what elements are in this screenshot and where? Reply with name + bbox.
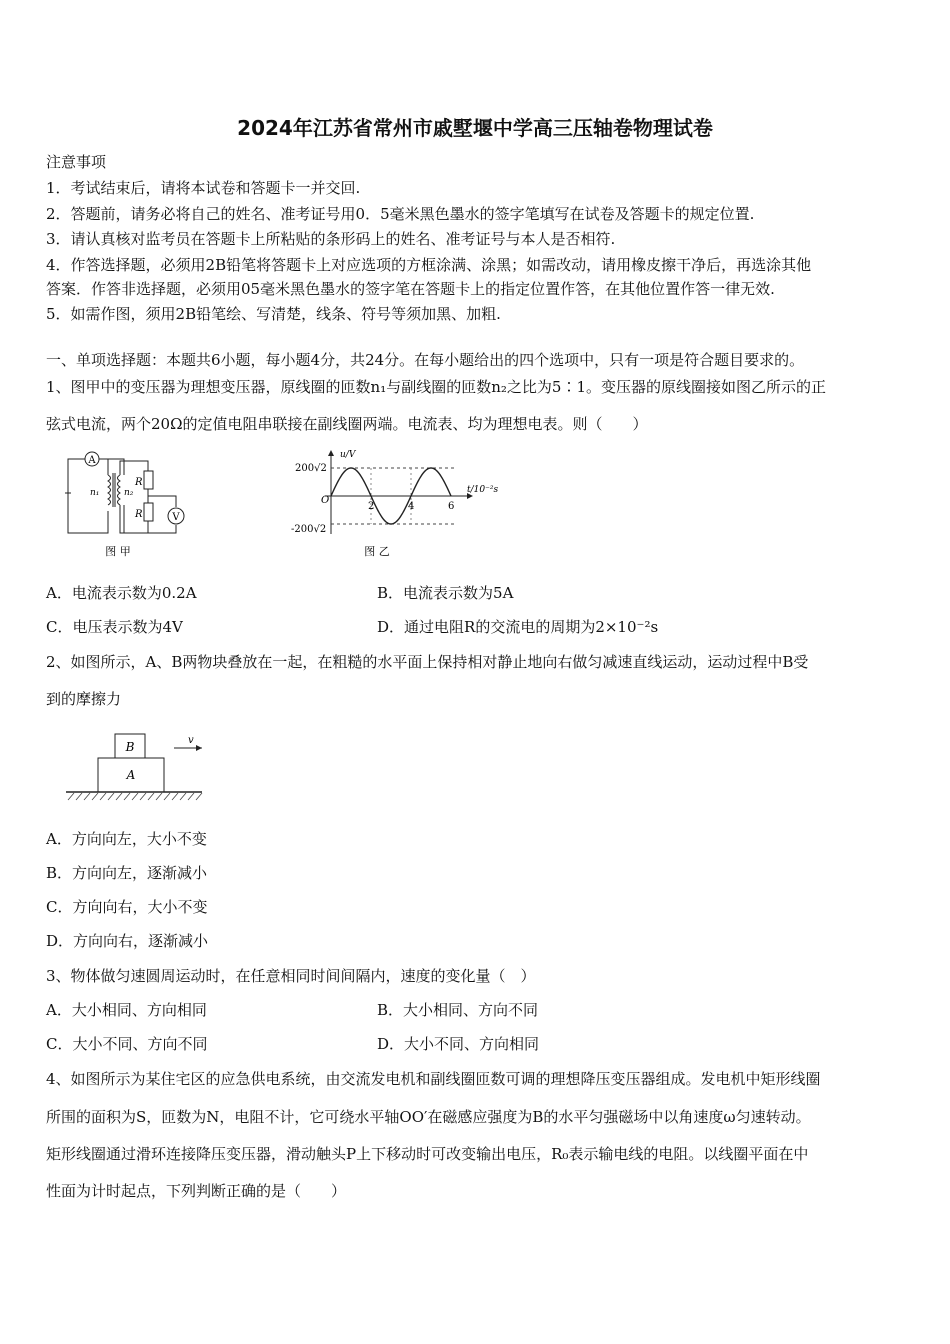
q1-option-a[interactable]: A．电流表示数为0.2A — [46, 584, 197, 602]
q2-option-a[interactable]: A．方向向左，大小不变 — [46, 830, 207, 848]
q3-option-c[interactable]: C．大小不同、方向不同 — [46, 1035, 208, 1053]
page-title: 2024年江苏省常州市戚墅堰中学高三压轴卷物理试卷 — [237, 116, 713, 140]
q2-stem: 到的摩擦力 — [46, 690, 122, 708]
q2-option-b[interactable]: B．方向向左，逐渐减小 — [46, 864, 208, 882]
notice-item: 2．答题前，请务必将自己的姓名、准考证号用0．5毫米黑色墨水的签字笔填写在试卷及答题卡的规定位置. — [46, 205, 755, 223]
q3-stem: 3、物体做匀速圆周运动时，在任意相同时间间隔内，速度的变化量（ ） — [46, 967, 536, 985]
resistor-label: R — [135, 477, 143, 488]
chart-xtick: 4 — [408, 501, 415, 512]
chart-xtick: 6 — [448, 501, 455, 512]
chart-ytick-bottom: -200√2 — [291, 524, 327, 535]
ammeter-label: A — [88, 455, 96, 466]
q1-option-c[interactable]: C．电压表示数为4V — [46, 618, 183, 636]
figure-caption: 图 甲 — [105, 545, 131, 558]
q1-stem: 1、图甲中的变压器为理想变压器，原线圈的匝数n₁与副线圈的匝数n₂之比为5∶1。变压器的原线圈接如图乙所示的正 — [46, 378, 826, 396]
q2-option-c[interactable]: C．方向向右，大小不变 — [46, 898, 208, 916]
ground-hatch — [68, 793, 202, 800]
q4-stem: 性面为计时起点，下列判断正确的是（ ） — [46, 1182, 347, 1200]
notice-item: 答案．作答非选择题，必须用05毫米黑色墨水的签字笔在答题卡上的指定位置作答，在其他位置作答一律无效. — [46, 280, 775, 298]
chart-ytick-top: 200√2 — [295, 463, 327, 474]
chart-y-axis-arrow — [328, 450, 334, 456]
chart-origin: O — [321, 495, 330, 506]
chart-xlabel: t/10⁻²s — [467, 485, 499, 495]
chart-ylabel: u/V — [340, 450, 356, 460]
q2-option-d[interactable]: D．方向向右，逐渐减小 — [46, 932, 209, 950]
notice-item: 5．如需作图，须用2B铅笔绘、写清楚，线条、符号等须加黑、加粗. — [46, 305, 501, 323]
q1-option-b[interactable]: B．电流表示数为5A — [377, 584, 514, 602]
q1-option-d[interactable]: D．通过电阻R的交流电的周期为2×10⁻²s — [377, 618, 659, 636]
n1-label: n₁ — [90, 488, 100, 498]
q1-figure-a — [58, 445, 208, 560]
notice-heading: 注意事项 — [46, 153, 107, 171]
q4-stem: 4、如图所示为某住宅区的应急供电系统，由交流发电机和副线圈匝数可调的理想降压变压器组成。发电机中矩形线圈 — [46, 1070, 821, 1088]
figure-caption: 图 乙 — [364, 545, 390, 558]
q1-stem: 弦式电流，两个20Ω的定值电阻串联接在副线圈两端。电流表、均为理想电表。则（ ） — [46, 415, 648, 433]
q2-stem: 2、如图所示，A、B两物块叠放在一起，在粗糙的水平面上保持相对静止地向右做匀减速直线运动，运动过程中B受 — [46, 653, 809, 671]
q4-stem: 矩形线圈通过滑环连接降压变压器，滑动触头P上下移动时可改变输出电压，R₀表示输电线的电阻。以线圈平面在中 — [46, 1145, 809, 1163]
velocity-label: v — [188, 735, 194, 746]
block-b-label: B — [125, 740, 135, 754]
notice-item: 1．考试结束后，请将本试卷和答题卡一并交回. — [46, 179, 361, 197]
resistor-label: R — [135, 509, 143, 520]
q1-figure-b — [285, 448, 515, 563]
block-a-label: A — [126, 768, 136, 782]
section-heading: 一、单项选择题：本题共6小题，每小题4分，共24分。在每小题给出的四个选项中，只有一项是符合题目要求的。 — [46, 351, 805, 369]
notice-item: 3．请认真核对监考员在答题卡上所粘贴的条形码上的姓名、准考证号与本人是否相符. — [46, 230, 616, 248]
chart-xtick: 2 — [368, 501, 375, 512]
notice-item: 4．作答选择题，必须用2B铅笔将答题卡上对应选项的方框涂满、涂黑；如需改动，请用橡皮擦干净后，再选涂其他 — [46, 256, 812, 274]
n2-label: n₂ — [124, 488, 134, 498]
q4-stem: 所围的面积为S，匝数为N，电阻不计，它可绕水平轴OO′在磁感应强度为B的水平匀强磁场中以角速度ω匀速转动。 — [46, 1108, 811, 1126]
q3-option-d[interactable]: D．大小不同、方向相同 — [377, 1035, 540, 1053]
q3-option-a[interactable]: A．大小相同、方向相同 — [46, 1001, 207, 1019]
q3-option-b[interactable]: B．大小相同、方向不同 — [377, 1001, 539, 1019]
q2-figure — [62, 728, 207, 803]
voltmeter-label: V — [172, 512, 180, 523]
